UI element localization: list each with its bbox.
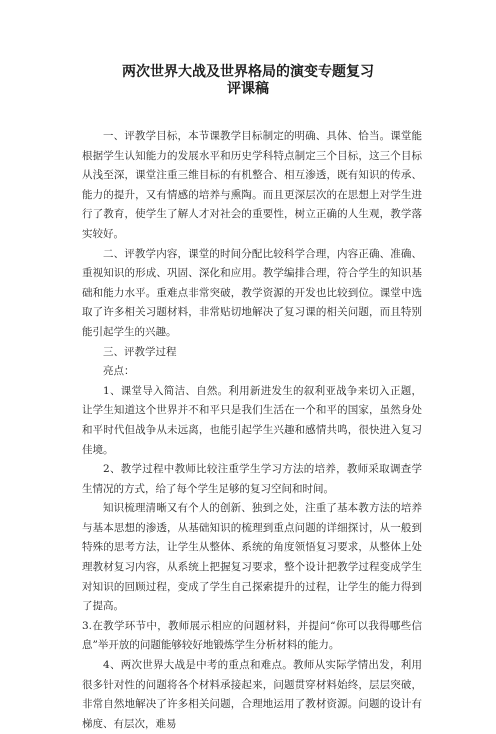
document-body (82, 127, 422, 734)
document-title: 两次世界大战及世界格局的演变专题复习 (122, 64, 374, 80)
document-subtitle: 评课稿 (227, 81, 269, 97)
paragraph-point-3: 3.在教学环节中，教师展示相应的问题材料，并提问“你可以我得哪些信息”举开放的问题能够较好地锻炼学生分析材料的能力。 (82, 619, 422, 652)
section-heading-process: 三、评教学过程 (103, 345, 177, 358)
paragraph-knowledge: 知识梳理清晰又有个人的创新、独到之处，注重了基本教方法的培养与基本思想的渗透，从基础知识的梳理到重点问题的详细探讨，从一般到特殊的思考方法，让学生从整体、系统的角度领悟复习要求，从整体上处理教材复习内容，从系统上把握复习要求，整个设计把教学过程变成学生对知识的回顾过程，变成了学生自己探索提升的过程，让学生的能力得到了提高。 (82, 502, 422, 613)
highlights-label: 亮点： (103, 365, 135, 378)
paragraph-point-4: 4、两次世界大战是中考的重点和难点。教师从实际学情出发，利用很多针对性的问题将各个材料承接起来，问题贯穿材料始终，层层突破，非常自然地解决了许多相关问题，合理地运用了教材资源。问题的设计有梯度、有层次，难易 (82, 659, 422, 730)
paragraph-point-1: 1、课堂导入简洁、自然。利用新进发生的叙利亚战争来切入正题，让学生知道这个世界并不和平只是我们生活在一个和平的国家，虽然身处和平时代但战争从未远离，也能引起学生兴趣和感情共鸣，很快进入复习佳境。 (82, 384, 422, 456)
paragraph-content: 二、评教学内容，课堂的时间分配比较科学合理，内容正确、准确、重视知识的形成、巩固、深化和应用。教学编排合理，符合学生的知识基础和能力水平。重难点非常突破，教学资源的开发也比较到位。课堂中选取了许多相关习题材料，非常贴切地解决了复习课的相关问题，而且特别能引起学生的兴趣。 (82, 247, 422, 338)
paragraph-objectives: 一、评教学目标，本节课教学目标制定的明确、具体、恰当。课堂能根据学生认知能力的发展水平和历史学科特点制定三个目标，这三个目标从浅至深，课堂注重三维目标的有机整合、相互渗透，既有知识的传承、能力的提升，又有情感的培养与熏陶。而且更深层次的在思想上对学生进行了教育，使学生了解人才对社会的重要性，树立正确的人生观，教学落实较好。 (82, 130, 422, 240)
paragraph-point-2: 2、教学过程中教师比较注重学生学习方法的培养，教师采取调查学生情况的方式，给了每个学生足够的复习空间和时间。 (82, 463, 422, 495)
